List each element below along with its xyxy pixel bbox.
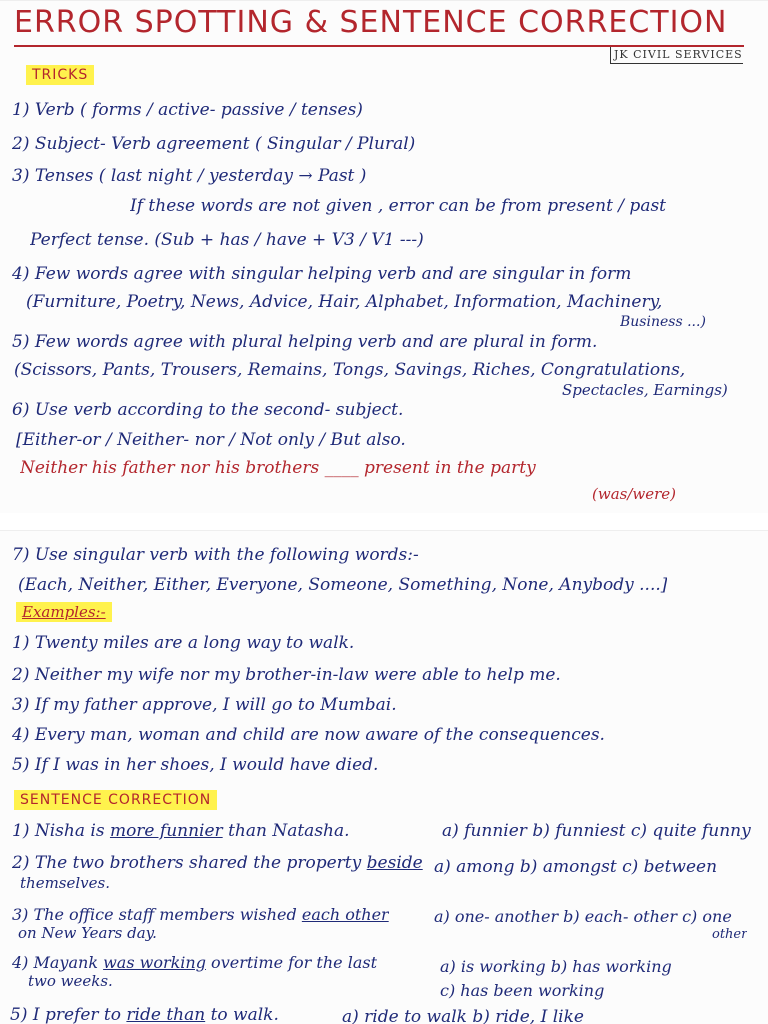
sc-options-1: a) funnier b) funniest c) quite funny bbox=[442, 821, 751, 841]
trick-line: (Furniture, Poetry, News, Advice, Hair, Alphabet, Information, Machinery, bbox=[26, 292, 663, 312]
trick-line: 5) Few words agree with plural helping verb and are plural in form. bbox=[12, 332, 598, 352]
trick-line: Spectacles, Earnings) bbox=[562, 381, 728, 399]
sc-question-4: 4) Mayank was working overtime for the last bbox=[12, 953, 377, 972]
page-title: ERROR SPOTTING & SENTENCE CORRECTION bbox=[14, 5, 728, 40]
example-line: 1) Twenty miles are a long way to walk. bbox=[12, 633, 355, 653]
sc-options-3-extra: other bbox=[712, 927, 748, 942]
example-line: 2) Neither my wife nor my brother-in-law were able to help me. bbox=[12, 665, 561, 685]
example-line: 4) Every man, woman and child are now aware of the consequences. bbox=[12, 725, 605, 745]
sc-question-2: 2) The two brothers shared the property beside bbox=[12, 853, 423, 873]
trick-line: Perfect tense. (Sub + has / have + V3 / V1 ---) bbox=[30, 230, 424, 250]
trick-line: (Scissors, Pants, Trousers, Remains, Tongs, Savings, Riches, Congratulations, bbox=[14, 360, 686, 380]
sentence-correction-heading: SENTENCE CORRECTION bbox=[14, 790, 217, 810]
sc-question-3-cont: on New Years day. bbox=[18, 924, 157, 942]
rule7-line: (Each, Neither, Either, Everyone, Someone, Something, None, Anybody ....] bbox=[18, 575, 668, 595]
rule7-line: 7) Use singular verb with the following words:- bbox=[12, 545, 419, 565]
notes-sheet-bottom bbox=[0, 530, 768, 1024]
sc-question-1: 1) Nisha is more funnier than Natasha. bbox=[12, 821, 350, 841]
trick-line: 4) Few words agree with singular helping verb and are singular in form bbox=[12, 264, 632, 284]
trick-line: 1) Verb ( forms / active- passive / tenses) bbox=[12, 100, 363, 120]
sc-options-3: a) one- another b) each- other c) one bbox=[434, 907, 732, 926]
trick-line: If these words are not given , error can be from present / past bbox=[130, 196, 667, 216]
sc-question-5: 5) I prefer to ride than to walk. bbox=[10, 1005, 279, 1024]
sc-question-3: 3) The office staff members wished each other bbox=[12, 905, 389, 924]
trick-line: 6) Use verb according to the second- subject. bbox=[12, 400, 404, 420]
trick-line: 3) Tenses ( last night / yesterday → Past ) bbox=[12, 166, 367, 186]
sc-options-4: a) is working b) has working bbox=[440, 957, 672, 976]
example-line: 3) If my father approve, I will go to Mumbai. bbox=[12, 695, 397, 715]
tricks-heading: TRICKS bbox=[26, 65, 94, 85]
examples-heading: Examples:- bbox=[16, 602, 112, 622]
sc-options-4-cont: c) has been working bbox=[440, 981, 605, 1000]
source-label: JK CIVIL SERVICES bbox=[610, 47, 743, 64]
sc-question-4-cont: two weeks. bbox=[28, 972, 113, 990]
trick-example-options: (was/were) bbox=[592, 485, 677, 503]
trick-line: [Either-or / Neither- nor / Not only / But also. bbox=[16, 430, 406, 450]
example-line: 5) If I was in her shoes, I would have died. bbox=[12, 755, 379, 775]
sc-options-2: a) among b) amongst c) between bbox=[434, 857, 718, 877]
trick-line: Business ...) bbox=[620, 314, 706, 330]
trick-line: 2) Subject- Verb agreement ( Singular / Plural) bbox=[12, 134, 416, 154]
sc-question-2-cont: themselves. bbox=[20, 874, 110, 892]
sc-options-5: a) ride to walk b) ride, I like bbox=[342, 1007, 584, 1024]
trick-example-line: Neither his father nor his brothers ____ present in the party bbox=[20, 458, 536, 478]
